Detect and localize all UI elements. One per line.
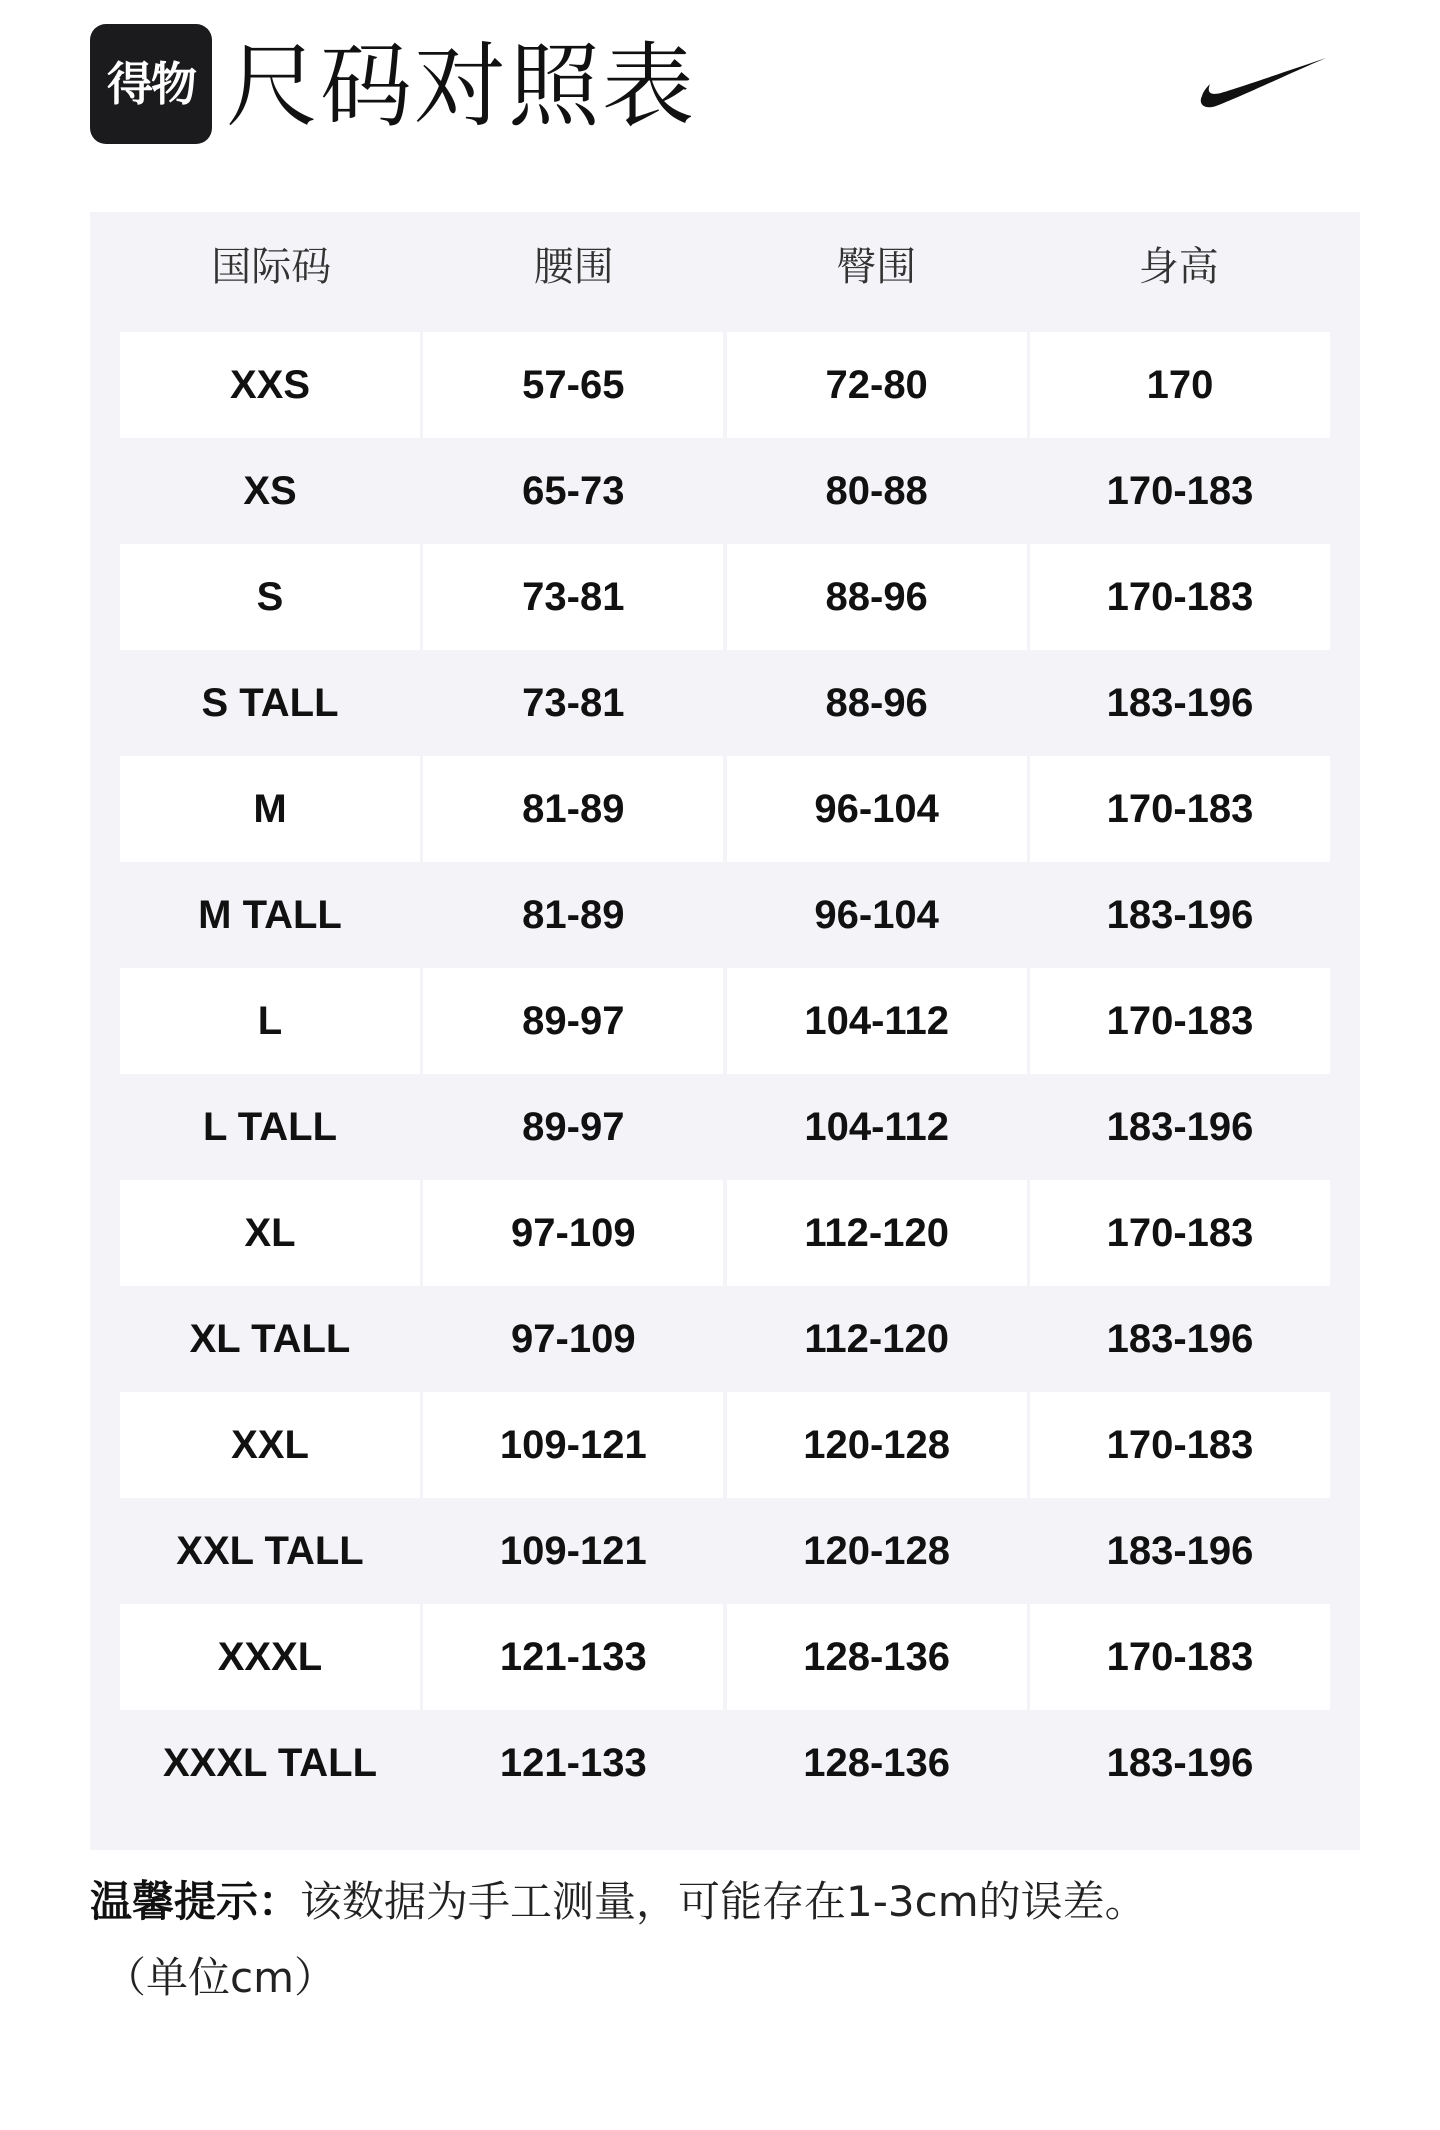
column-header-hip: 臀围: [836, 244, 917, 290]
hip-cell: 88-96: [825, 681, 928, 725]
hip-cell: 128-136: [727, 1604, 1027, 1710]
hip-cell: 120-128: [803, 1529, 951, 1573]
size-table: [90, 212, 1360, 1850]
note-text: 该数据为手工测量，可能存在1-3cm的误差。: [300, 1877, 1147, 1926]
table-row: [120, 1498, 1330, 1604]
hip-cell: 80-88: [825, 469, 928, 513]
height-cell: 170: [1030, 332, 1330, 438]
waist-cell: 121-133: [499, 1741, 647, 1785]
height-cell: 183-196: [1106, 1105, 1254, 1149]
hip-cell: 96-104: [814, 893, 939, 937]
waist-cell: 121-133: [423, 1604, 723, 1710]
size-cell: XS: [243, 469, 297, 513]
hip-cell: 96-104: [727, 756, 1027, 862]
table-row: [120, 862, 1330, 968]
hip-cell: 88-96: [727, 544, 1027, 650]
table-row: [120, 650, 1330, 756]
hip-cell: 120-128: [727, 1392, 1027, 1498]
height-cell: 183-196: [1106, 1317, 1254, 1361]
size-cell: M: [120, 756, 420, 862]
table-row: [120, 544, 1330, 650]
height-cell: 183-196: [1106, 1529, 1254, 1573]
height-cell: 170-183: [1106, 469, 1254, 513]
waist-cell: 97-109: [511, 1317, 636, 1361]
size-cell: XL TALL: [189, 1317, 351, 1361]
height-cell: 183-196: [1106, 681, 1254, 725]
size-cell: S: [120, 544, 420, 650]
hip-cell: 112-120: [727, 1180, 1027, 1286]
column-header-waist: 腰围: [533, 244, 614, 290]
waist-cell: 73-81: [522, 681, 625, 725]
waist-cell: 97-109: [423, 1180, 723, 1286]
size-cell: XXL TALL: [176, 1529, 364, 1573]
hip-cell: 128-136: [803, 1741, 951, 1785]
page-title: 尺码对照表: [226, 33, 697, 140]
height-cell: 170-183: [1030, 1604, 1330, 1710]
header: [90, 22, 1360, 162]
waist-cell: 65-73: [522, 469, 625, 513]
waist-cell: 73-81: [423, 544, 723, 650]
size-cell: L: [120, 968, 420, 1074]
table-row: [120, 756, 1330, 862]
table-row: [120, 1604, 1330, 1710]
table-body: [120, 332, 1330, 1816]
waist-cell: 81-89: [522, 893, 625, 937]
table-row: [120, 1392, 1330, 1498]
height-cell: 170-183: [1030, 1180, 1330, 1286]
note: [90, 1864, 1390, 2016]
waist-cell: 109-121: [423, 1392, 723, 1498]
size-cell: L TALL: [202, 1105, 338, 1149]
hip-cell: 112-120: [804, 1317, 949, 1361]
table-row: [120, 1710, 1330, 1816]
size-cell: XXXL TALL: [162, 1741, 378, 1785]
height-cell: 170-183: [1030, 756, 1330, 862]
table-row: [120, 1074, 1330, 1180]
height-cell: 170-183: [1030, 968, 1330, 1074]
waist-cell: 89-97: [522, 1105, 625, 1149]
size-cell: M TALL: [198, 893, 342, 937]
size-cell: XL: [120, 1180, 420, 1286]
table-row: [120, 968, 1330, 1074]
hip-cell: 104-112: [804, 1105, 949, 1149]
height-cell: 170-183: [1030, 1392, 1330, 1498]
swoosh-icon: [1198, 52, 1330, 112]
hip-cell: 72-80: [727, 332, 1027, 438]
note-title: 温馨提示：: [90, 1877, 301, 1926]
waist-cell: 89-97: [423, 968, 723, 1074]
height-cell: 183-196: [1106, 1741, 1254, 1785]
table-row: [120, 438, 1330, 544]
waist-cell: 81-89: [423, 756, 723, 862]
height-cell: 170-183: [1030, 544, 1330, 650]
height-cell: 183-196: [1106, 893, 1254, 937]
size-cell: XXXL: [120, 1604, 420, 1710]
dewu-logo: 得物: [90, 24, 212, 144]
waist-cell: 109-121: [499, 1529, 647, 1573]
column-header-size: 国际码: [211, 244, 332, 290]
size-cell: XXL: [120, 1392, 420, 1498]
table-header: [120, 212, 1330, 332]
table-row: [120, 1286, 1330, 1392]
size-cell: XXS: [120, 332, 420, 438]
column-header-height: 身高: [1138, 244, 1219, 290]
note-unit: （单位cm）: [104, 1953, 337, 2002]
hip-cell: 104-112: [727, 968, 1027, 1074]
size-cell: S TALL: [201, 681, 339, 725]
waist-cell: 57-65: [423, 332, 723, 438]
table-row: [120, 332, 1330, 438]
table-row: [120, 1180, 1330, 1286]
